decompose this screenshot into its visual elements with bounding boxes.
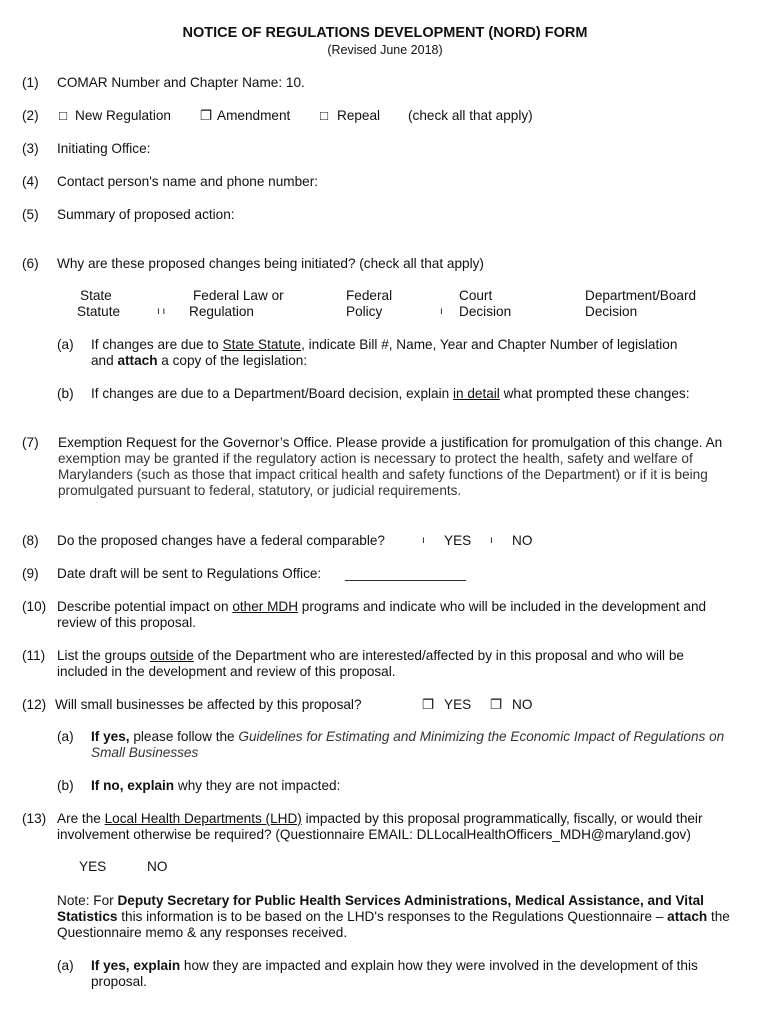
lhd-note: Note: For Deputy Secretary for Public Health Services Administrations, Medical Assistance, and Vital Statistics this information is to be based on the LHD's responses to the Regulations Questionnaire – attach the Questionnaire memo & any responses received. xyxy=(57,893,730,940)
item-text: Initiating Office: xyxy=(57,141,151,156)
item-text: Summary of proposed action: xyxy=(57,207,235,222)
federal-law-option-line2: Regulation xyxy=(189,304,254,319)
court-decision-option[interactable]: Court xyxy=(459,288,493,303)
department-board-option-line2: Decision xyxy=(585,304,638,319)
new-regulation-checkbox[interactable]: □ xyxy=(59,108,68,123)
form-subtitle: (Revised June 2018) xyxy=(327,43,443,57)
federal-no-checkbox[interactable]: ı xyxy=(490,535,493,546)
small-business-no-label: NO xyxy=(512,697,533,712)
court-decision-option-line2: Decision xyxy=(459,304,512,319)
federal-yes-checkbox[interactable]: ı xyxy=(422,535,425,546)
sub-item-b-text: If changes are due to a Department/Board decision, explain in detail what prompted these changes: xyxy=(91,386,690,401)
sub-item-a-text: If yes, explain how they are impacted and explain how they were involved in the development of this proposal. xyxy=(91,958,698,989)
item-number: (6) xyxy=(22,256,39,271)
item-text: COMAR Number and Chapter Name: 10. xyxy=(57,75,305,90)
state-statute-option-line2: Statute xyxy=(77,304,121,319)
item-number: (1) xyxy=(22,75,39,90)
item-number: (12) xyxy=(22,697,47,712)
item-number: (13) xyxy=(22,811,47,826)
lhd-no-option[interactable]: NO xyxy=(147,859,168,874)
item-number: (10) xyxy=(22,599,47,614)
item-number: (2) xyxy=(22,108,39,123)
item-text: Do the proposed changes have a federal comparable? xyxy=(57,533,385,548)
date-draft-field[interactable]: ________________ xyxy=(345,566,466,581)
sub-item-label: (b) xyxy=(57,386,74,401)
sub-item-b-text: If no, explain why they are not impacted: xyxy=(91,778,341,793)
sub-item-label: (a) xyxy=(57,958,74,973)
small-business-yes-checkbox[interactable]: ❐ xyxy=(422,697,435,712)
sub-item-label: (a) xyxy=(57,729,74,744)
court-decision-checkbox[interactable]: ı xyxy=(440,306,443,317)
item-text: Will small businesses be affected by this proposal? xyxy=(55,697,362,712)
lhd-yes-option[interactable]: YES xyxy=(79,859,107,874)
small-business-no-checkbox[interactable]: ❐ xyxy=(490,697,503,712)
federal-yes-label: YES xyxy=(444,533,472,548)
repeal-label: Repeal xyxy=(337,108,381,123)
sub-item-label: (a) xyxy=(57,337,74,352)
item-text: Are the Local Health Departments (LHD) impacted by this proposal programmatically, fiscally, or would their involvement otherwise be required? (Questionnaire EMAIL: DLLocalHealthOfficers_MDH@maryland.gov) xyxy=(57,811,703,842)
sub-item-label: (b) xyxy=(57,778,74,793)
federal-no-label: NO xyxy=(512,533,533,548)
check-all-note: (check all that apply) xyxy=(408,108,533,123)
item-number: (8) xyxy=(22,533,39,548)
state-statute-option[interactable]: State xyxy=(80,288,112,303)
repeal-checkbox[interactable]: □ xyxy=(320,108,329,123)
item-number: (5) xyxy=(22,207,39,222)
item-number: (9) xyxy=(22,566,39,581)
small-business-yes-label: YES xyxy=(444,697,472,712)
department-board-option[interactable]: Department/Board xyxy=(585,288,697,303)
item-number: (7) xyxy=(22,435,39,450)
sub-item-a-text: If changes are due to State Statute, indicate Bill #, Name, Year and Chapter Number of legislation and attach a copy of the legislation: xyxy=(91,337,678,368)
item-text: Why are these proposed changes being initiated? (check all that apply) xyxy=(57,256,484,271)
item-text: Contact person's name and phone number: xyxy=(57,174,319,189)
item-text: Describe potential impact on other MDH programs and indicate who will be included in the development and review of this proposal. xyxy=(57,599,707,630)
amendment-checkbox[interactable]: ❐ xyxy=(200,108,213,123)
item-text: List the groups outside of the Department who are interested/affected by in this proposal and who will be included in the development and review of this proposal. xyxy=(57,648,684,679)
item-text: Date draft will be sent to Regulations Office: xyxy=(57,566,322,581)
item-number: (4) xyxy=(22,174,39,189)
form-title: NOTICE OF REGULATIONS DEVELOPMENT (NORD) FORM xyxy=(182,25,588,41)
federal-law-checkbox[interactable]: ı ı xyxy=(157,306,166,317)
exemption-request-text: Exemption Request for the Governor’s Office. Please provide a justification for promulgation of this change. An exemption may be granted if the regulatory action is necessary to protect the health, safety and welfare of Marylanders (such as those that impact critical health and safety functions of the Department) or if it is being promulgated pursuant to federal, statutory, or judicial requirements. xyxy=(58,435,723,498)
item-number: (11) xyxy=(22,648,46,663)
federal-policy-option[interactable]: Federal xyxy=(346,288,393,303)
amendment-label: Amendment xyxy=(217,108,291,123)
federal-law-option[interactable]: Federal Law or xyxy=(193,288,284,303)
federal-policy-option-line2: Policy xyxy=(346,304,383,319)
new-regulation-label: New Regulation xyxy=(75,108,171,123)
item-number: (3) xyxy=(22,141,39,156)
sub-item-a-text: If yes, please follow the Guidelines for Estimating and Minimizing the Economic Impact of Regulations on Small Businesses xyxy=(91,729,725,760)
